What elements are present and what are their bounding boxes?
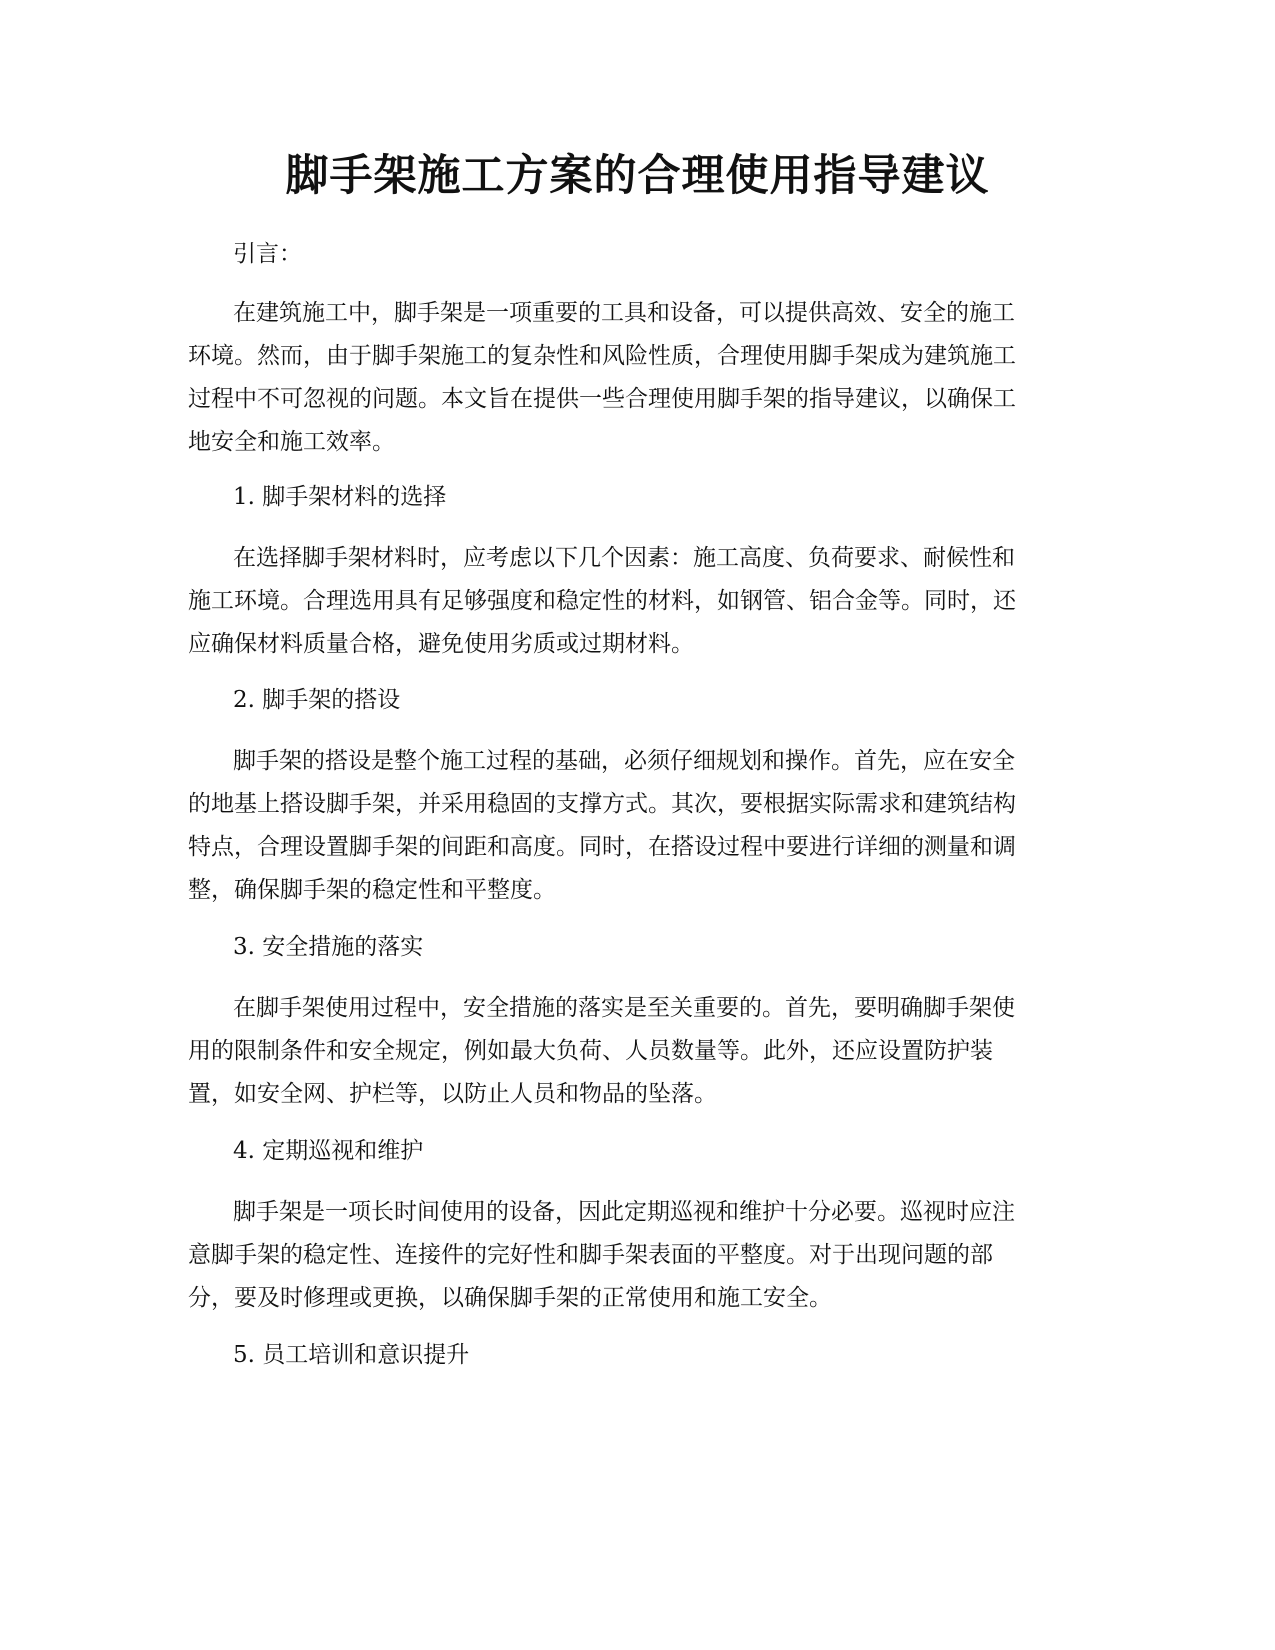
intro-label: 引言：: [233, 241, 302, 267]
section-heading-2: 2. 脚手架的搭设: [233, 687, 401, 713]
paragraph-line: 脚手架是一项长时间使用的设备，因此定期巡视和维护十分必要。巡视时应注: [233, 1199, 1015, 1225]
section-paragraph-3: [188, 987, 1088, 1116]
paragraph-line: 整，确保脚手架的稳定性和平整度。: [188, 877, 556, 903]
paragraph-line: 环境。然而，由于脚手架施工的复杂性和风险性质，合理使用脚手架成为建筑施工: [188, 343, 1016, 369]
paragraph-line: 意脚手架的稳定性、连接件的完好性和脚手架表面的平整度。对于出现问题的部: [188, 1242, 993, 1268]
paragraph-line: 在选择脚手架材料时，应考虑以下几个因素：施工高度、负荷要求、耐候性和: [233, 545, 1015, 571]
paragraph-line: 应确保材料质量合格，避免使用劣质或过期材料。: [188, 631, 694, 657]
paragraph-line: 的地基上搭设脚手架，并采用稳固的支撑方式。其次，要根据实际需求和建筑结构: [188, 791, 1016, 817]
paragraph-line: 在脚手架使用过程中，安全措施的落实是至关重要的。首先，要明确脚手架使: [233, 995, 1015, 1021]
paragraph-line: 特点，合理设置脚手架的间距和高度。同时，在搭设过程中要进行详细的测量和调: [188, 834, 1016, 860]
paragraph-line: 施工环境。合理选用具有足够强度和稳定性的材料，如钢管、铝合金等。同时，还: [188, 588, 1016, 614]
paragraph-line: 分，要及时修理或更换，以确保脚手架的正常使用和施工安全。: [188, 1285, 832, 1311]
section-heading-5: 5. 员工培训和意识提升: [233, 1342, 470, 1368]
paragraph-line: 用的限制条件和安全规定，例如最大负荷、人员数量等。此外，还应设置防护装: [188, 1038, 993, 1064]
intro-paragraph: [188, 292, 1088, 464]
section-heading-4: 4. 定期巡视和维护: [233, 1138, 424, 1164]
section-heading-1: 1. 脚手架材料的选择: [233, 484, 447, 510]
paragraph-line: 过程中不可忽视的问题。本文旨在提供一些合理使用脚手架的指导建议，以确保工: [188, 386, 1016, 412]
paragraph-line: 置，如安全网、护栏等，以防止人员和物品的坠落。: [188, 1081, 717, 1107]
paragraph-line: 在建筑施工中，脚手架是一项重要的工具和设备，可以提供高效、安全的施工: [233, 300, 1015, 326]
section-paragraph-1: [188, 537, 1088, 666]
page-title: 脚手架施工方案的合理使用指导建议: [285, 151, 990, 201]
section-paragraph-4: [188, 1191, 1088, 1320]
paragraph-line: 脚手架的搭设是整个施工过程的基础，必须仔细规划和操作。首先，应在安全: [233, 748, 1015, 774]
section-paragraph-2: [188, 740, 1088, 912]
section-heading-3: 3. 安全措施的落实: [233, 934, 424, 960]
paragraph-line: 地安全和施工效率。: [188, 429, 395, 455]
